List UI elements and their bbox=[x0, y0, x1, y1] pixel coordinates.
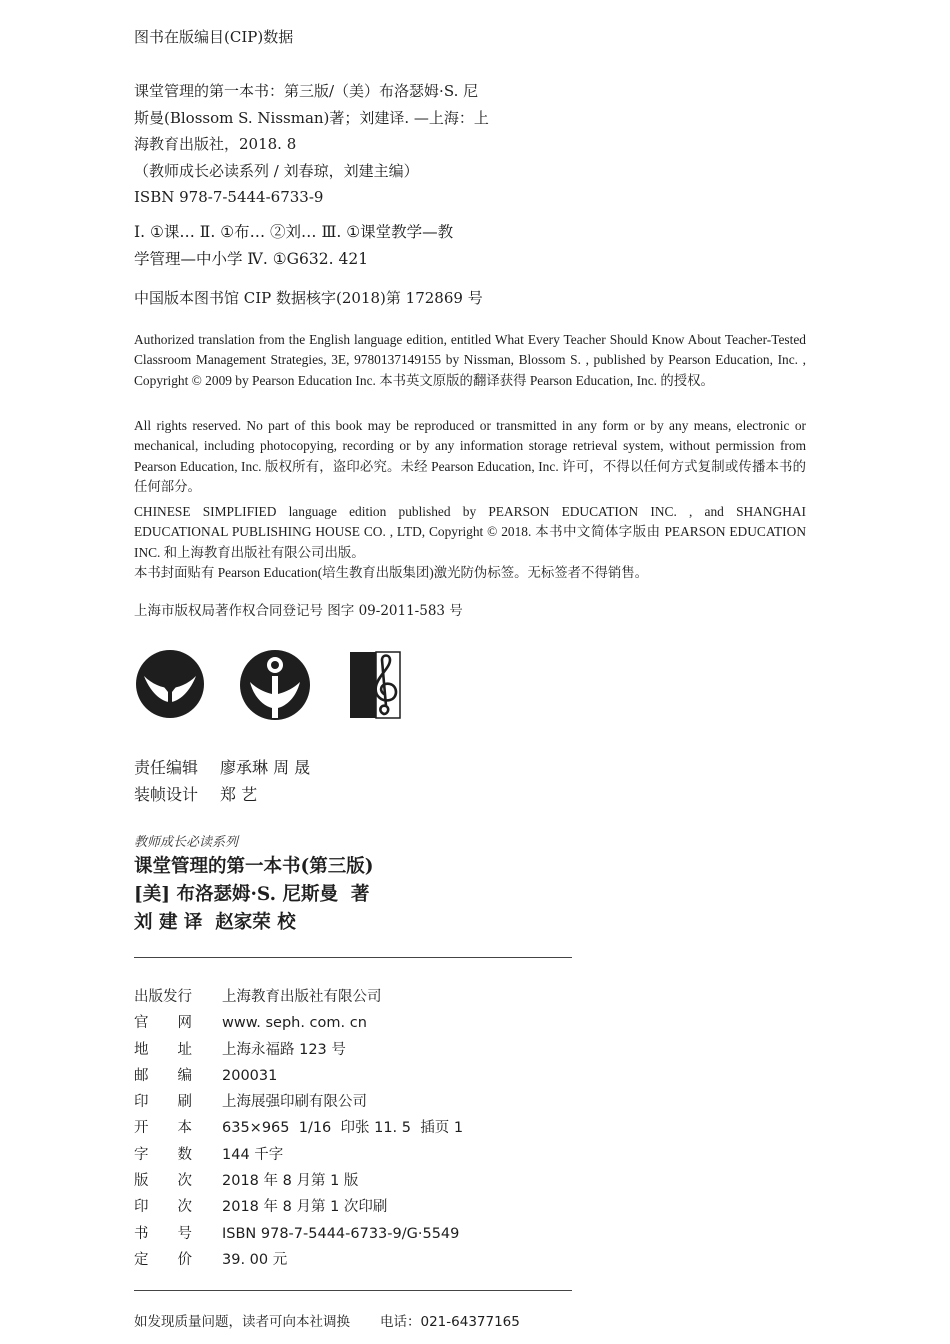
pub-label: 开 本 bbox=[134, 1120, 192, 1137]
staff-label: 装帧设计 bbox=[134, 785, 199, 804]
book-translator: 刘 建 译 赵家荣 校 bbox=[134, 912, 296, 933]
pub-row bbox=[134, 1142, 806, 1168]
staff-row-editor bbox=[134, 754, 806, 781]
pub-row bbox=[134, 1089, 806, 1115]
rights-text: All rights reserved. No part of this book may be reproduced or transmitted in any form or by any means, electronic or mechanical, including photocopying, recording or by any information storage retrieval system, without permission from Pearson Education, Inc. 版权所有，盗印必究。未经 Pearson Education, Inc. 许可，不得以任何方式复制或传播本书的任何部分。 bbox=[134, 418, 806, 494]
footer bbox=[134, 1310, 806, 1330]
label-notice: 本书封面贴有 Pearson Education(培生教育出版集团)激光防伪标签。无标签者不得销售。 bbox=[134, 564, 649, 580]
cip-isbn: ISBN 978-7-5444-6733-9 bbox=[134, 188, 324, 206]
pub-label: 字 数 bbox=[134, 1146, 192, 1163]
pub-label: 地 址 bbox=[134, 1041, 192, 1058]
divider bbox=[134, 957, 572, 958]
edition-notice bbox=[134, 502, 806, 583]
publisher-logo-icon bbox=[134, 648, 206, 720]
pub-row bbox=[134, 1247, 806, 1273]
pub-value: 200031 bbox=[222, 1067, 278, 1084]
cip-class-line: Ⅰ. ①课… Ⅱ. ①布… ②刘… Ⅲ. ①课堂教学—教 bbox=[134, 223, 454, 241]
cip-class-line: 学管理—中小学 Ⅳ. ①G632. 421 bbox=[134, 249, 369, 268]
pub-row bbox=[134, 1115, 806, 1141]
authorization-text: Authorized translation from the English language edition, entitled What Every Teacher Should Know About Teacher-Tested Classroom Management Strategies, 3E, 9780137149155 by Nissman, Blossom S. , published by Pearson Education, Inc. , Copyright © 2009 by Pearson Education Inc. 本书英文原版的翻译获得 Pearson Education, Inc. 的授权。 bbox=[134, 332, 806, 388]
cip-line: 斯曼(Blossom S. Nissman)著；刘建译. —上海：上 bbox=[134, 108, 489, 127]
pub-value: ISBN 978-7-5444-6733-9/G·5549 bbox=[222, 1225, 460, 1242]
pub-label: 定 价 bbox=[134, 1251, 192, 1268]
pub-row bbox=[134, 1037, 806, 1063]
staff-label: 责任编辑 bbox=[134, 758, 199, 777]
publication-details bbox=[134, 984, 806, 1273]
pub-label: 印 刷 bbox=[134, 1094, 192, 1111]
editorial-staff bbox=[134, 754, 806, 808]
pub-value: 39. 00 元 bbox=[222, 1251, 288, 1268]
phone-number: 电话：021-64377165 bbox=[380, 1314, 520, 1330]
cip-record-number: 中国版本图书馆 CIP 数据核字(2018)第 172869 号 bbox=[134, 289, 483, 307]
pub-value: 2018 年 8 月第 1 次印刷 bbox=[222, 1199, 388, 1216]
cip-line: 海教育出版社，2018. 8 bbox=[134, 135, 297, 153]
cip-classification bbox=[134, 219, 806, 272]
rights-notice bbox=[134, 416, 806, 497]
cip-line: 课堂管理的第一本书：第三版/（美）布洛瑟姆·S. 尼 bbox=[134, 82, 479, 100]
staff-row-designer bbox=[134, 781, 806, 808]
book-author: [美] 布洛瑟姆·S. 尼斯曼 著 bbox=[134, 884, 370, 905]
publisher-logos bbox=[134, 648, 434, 724]
pub-label: 出版发行 bbox=[134, 989, 192, 1005]
pub-label: 印 次 bbox=[134, 1199, 192, 1216]
cip-line: （教师成长必读系列 / 刘春琼，刘建主编） bbox=[134, 161, 419, 180]
edition-text: CHINESE SIMPLIFIED language edition published by PEARSON EDUCATION INC. , and SHANGHAI EDUCATIONAL PUBLISHING HOUSE CO. , LTD, Copyright © 2018. 本书中文简体字版由 PEARSON EDUCATION INC. 和上海教育出版社有限公司出版。 bbox=[134, 504, 806, 560]
copyright-registration: 上海市版权局著作权合同登记号 图字 09-2011-583 号 bbox=[134, 603, 463, 619]
pub-value: 上海展强印刷有限公司 bbox=[222, 1094, 367, 1111]
pub-value: 144 千字 bbox=[222, 1146, 284, 1163]
staff-value: 郑 艺 bbox=[220, 785, 258, 804]
pub-label: 版 次 bbox=[134, 1173, 192, 1190]
pub-value: www. seph. com. cn bbox=[222, 1015, 367, 1032]
pub-row bbox=[134, 1168, 806, 1194]
pub-row bbox=[134, 1221, 806, 1247]
pub-value: 上海教育出版社有限公司 bbox=[222, 989, 382, 1005]
pub-value: 上海永福路 123 号 bbox=[222, 1041, 346, 1058]
music-clef-logo-icon bbox=[348, 648, 406, 722]
cip-main-entry bbox=[134, 78, 806, 211]
cip-heading: 图书在版编目(CIP)数据 bbox=[134, 28, 294, 46]
book-title: 课堂管理的第一本书(第三版) bbox=[134, 856, 374, 877]
pub-label: 书 号 bbox=[134, 1225, 192, 1242]
pub-label: 邮 编 bbox=[134, 1067, 192, 1084]
staff-value: 廖承琳 周 晟 bbox=[220, 758, 311, 777]
quality-notice: 如发现质量问题，读者可向本社调换 bbox=[134, 1314, 350, 1330]
pub-value: 635×965 1/16 印张 11. 5 插页 1 bbox=[222, 1120, 464, 1137]
pub-value: 2018 年 8 月第 1 版 bbox=[222, 1173, 359, 1190]
pub-row bbox=[134, 984, 806, 1010]
series-name: 教师成长必读系列 bbox=[134, 835, 239, 850]
book-credits bbox=[134, 853, 806, 937]
divider bbox=[134, 1290, 572, 1291]
pub-row bbox=[134, 1010, 806, 1036]
pub-row bbox=[134, 1063, 806, 1089]
pub-label: 官 网 bbox=[134, 1015, 192, 1032]
authorization-notice bbox=[134, 330, 806, 391]
pub-row bbox=[134, 1194, 806, 1220]
publisher-emblem-icon bbox=[238, 648, 312, 722]
